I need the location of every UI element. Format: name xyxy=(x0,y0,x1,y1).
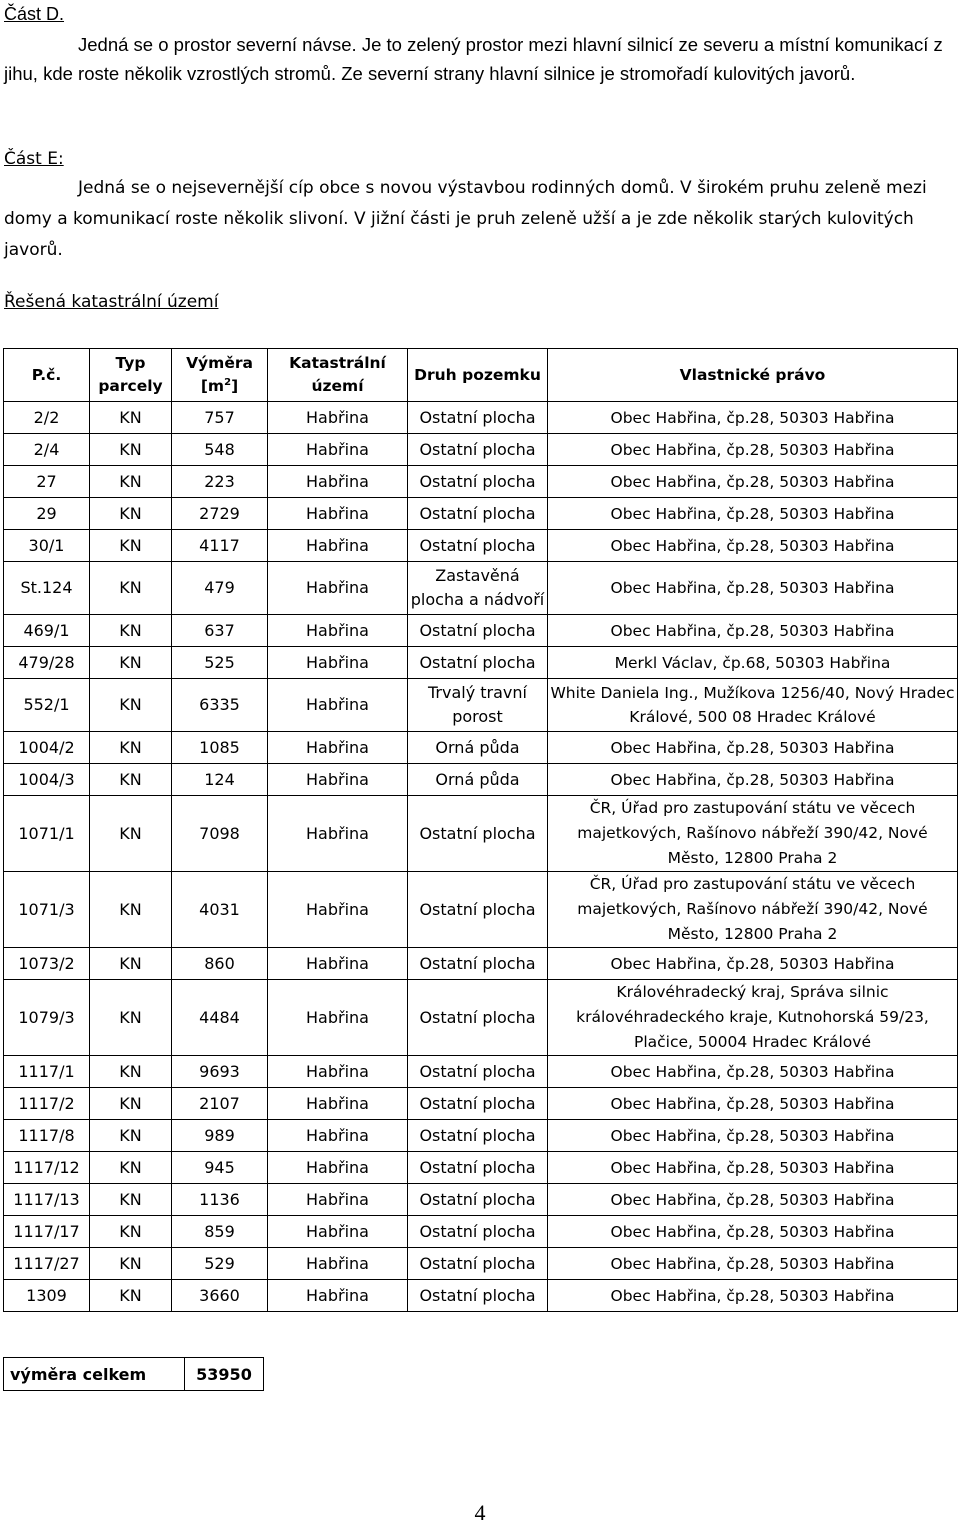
cell-katastr: Habřina xyxy=(268,872,408,948)
parcels-table xyxy=(3,348,958,1312)
table-row xyxy=(4,530,958,562)
cell-druh: Ostatní plocha xyxy=(408,1280,548,1312)
cell-vymera: 2107 xyxy=(172,1088,268,1120)
cell-druh: Orná půda xyxy=(408,732,548,764)
cell-vymera: 945 xyxy=(172,1152,268,1184)
header-katastr: Katastrální území xyxy=(268,349,408,402)
cell-vymera: 1136 xyxy=(172,1184,268,1216)
cell-pc: 1117/13 xyxy=(4,1184,90,1216)
cell-vymera: 9693 xyxy=(172,1056,268,1088)
header-typ: Typ parcely xyxy=(90,349,172,402)
cell-vlastnik: Obec Habřina, čp.28, 50303 Habřina xyxy=(548,530,958,562)
cell-pc: 1117/1 xyxy=(4,1056,90,1088)
cell-vlastnik: Obec Habřina, čp.28, 50303 Habřina xyxy=(548,498,958,530)
cell-typ: KN xyxy=(90,615,172,647)
cell-katastr: Habřina xyxy=(268,647,408,679)
section-d-text: Jedná se o prostor severní návse. Je to zelený prostor mezi hlavní silnicí ze severu a místní komunikací z jihu, kde roste několik vzrostlých stromů. Ze severní strany hlavní silnice je stromořadí kulovitých javorů. xyxy=(4,34,943,84)
cell-typ: KN xyxy=(90,796,172,872)
cell-druh: Ostatní plocha xyxy=(408,872,548,948)
cell-druh: Ostatní plocha xyxy=(408,466,548,498)
cell-vlastnik: Obec Habřina, čp.28, 50303 Habřina xyxy=(548,1152,958,1184)
cell-vymera: 4117 xyxy=(172,530,268,562)
cell-katastr: Habřina xyxy=(268,402,408,434)
cell-vlastnik: ČR, Úřad pro zastupování státu ve věcech majetkových, Rašínovo nábřeží 390/42, Nové Město, 12800 Praha 2 xyxy=(548,796,958,872)
cell-vlastnik: Merkl Václav, čp.68, 50303 Habřina xyxy=(548,647,958,679)
cell-typ: KN xyxy=(90,1152,172,1184)
cell-pc: 1117/12 xyxy=(4,1152,90,1184)
cell-druh: Trvalý travní porost xyxy=(408,679,548,732)
table-row xyxy=(4,796,958,872)
cell-druh: Ostatní plocha xyxy=(408,948,548,980)
cell-druh: Ostatní plocha xyxy=(408,615,548,647)
cell-vymera: 4031 xyxy=(172,872,268,948)
territory-heading: Řešená katastrální území xyxy=(4,292,219,312)
section-d-heading: Část D. xyxy=(4,4,65,24)
cell-vlastnik: White Daniela Ing., Mužíkova 1256/40, Nový Hradec Králové, 500 08 Hradec Králové xyxy=(548,679,958,732)
cell-vymera: 529 xyxy=(172,1248,268,1280)
cell-pc: 27 xyxy=(4,466,90,498)
cell-pc: 1004/3 xyxy=(4,764,90,796)
cell-katastr: Habřina xyxy=(268,1088,408,1120)
table-row xyxy=(4,498,958,530)
table-row xyxy=(4,1280,958,1312)
cell-typ: KN xyxy=(90,980,172,1056)
table-row xyxy=(4,679,958,732)
cell-pc: 1117/2 xyxy=(4,1088,90,1120)
cell-vlastnik: Obec Habřina, čp.28, 50303 Habřina xyxy=(548,1216,958,1248)
cell-pc: 2/2 xyxy=(4,402,90,434)
cell-katastr: Habřina xyxy=(268,530,408,562)
cell-katastr: Habřina xyxy=(268,1056,408,1088)
cell-druh: Ostatní plocha xyxy=(408,1056,548,1088)
table-row xyxy=(4,732,958,764)
header-vymera: Výměra $[m^2]$ xyxy=(172,349,268,402)
cell-druh: Ostatní plocha xyxy=(408,402,548,434)
cell-vymera: 4484 xyxy=(172,980,268,1056)
cell-vymera: 124 xyxy=(172,764,268,796)
cell-pc: 1117/17 xyxy=(4,1216,90,1248)
cell-pc: 1117/27 xyxy=(4,1248,90,1280)
section-d-paragraph xyxy=(4,30,952,88)
cell-vlastnik: Obec Habřina, čp.28, 50303 Habřina xyxy=(548,615,958,647)
cell-katastr: Habřina xyxy=(268,1248,408,1280)
cell-vlastnik: Obec Habřina, čp.28, 50303 Habřina xyxy=(548,402,958,434)
cell-druh: Ostatní plocha xyxy=(408,1152,548,1184)
table-row xyxy=(4,1056,958,1088)
table-row xyxy=(4,872,958,948)
cell-katastr: Habřina xyxy=(268,434,408,466)
cell-pc: 1073/2 xyxy=(4,948,90,980)
cell-typ: KN xyxy=(90,498,172,530)
table-row xyxy=(4,562,958,615)
cell-vymera: 860 xyxy=(172,948,268,980)
header-pc: P.č. xyxy=(4,349,90,402)
section-e-paragraph xyxy=(4,173,952,266)
cell-pc: 552/1 xyxy=(4,679,90,732)
cell-katastr: Habřina xyxy=(268,764,408,796)
cell-vymera: 6335 xyxy=(172,679,268,732)
header-vlastnik: Vlastnické právo xyxy=(548,349,958,402)
table-row xyxy=(4,1152,958,1184)
cell-druh: Ostatní plocha xyxy=(408,1088,548,1120)
cell-typ: KN xyxy=(90,1280,172,1312)
cell-katastr: Habřina xyxy=(268,466,408,498)
table-row xyxy=(4,1184,958,1216)
table-row xyxy=(4,615,958,647)
cell-druh: Orná půda xyxy=(408,764,548,796)
cell-katastr: Habřina xyxy=(268,679,408,732)
cell-typ: KN xyxy=(90,647,172,679)
cell-katastr: Habřina xyxy=(268,615,408,647)
cell-vymera: 525 xyxy=(172,647,268,679)
cell-vlastnik: Obec Habřina, čp.28, 50303 Habřina xyxy=(548,466,958,498)
header-druh: Druh pozemku xyxy=(408,349,548,402)
cell-katastr: Habřina xyxy=(268,1216,408,1248)
cell-pc: 1079/3 xyxy=(4,980,90,1056)
cell-typ: KN xyxy=(90,1248,172,1280)
table-row xyxy=(4,1248,958,1280)
cell-pc: 2/4 xyxy=(4,434,90,466)
cell-druh: Ostatní plocha xyxy=(408,1120,548,1152)
cell-druh: Ostatní plocha xyxy=(408,796,548,872)
table-row xyxy=(4,980,958,1056)
cell-pc: 479/28 xyxy=(4,647,90,679)
cell-katastr: Habřina xyxy=(268,1280,408,1312)
cell-vymera: 859 xyxy=(172,1216,268,1248)
section-e-heading: Část E: xyxy=(4,149,64,169)
total-table xyxy=(3,1357,264,1391)
cell-typ: KN xyxy=(90,434,172,466)
cell-vlastnik: Obec Habřina, čp.28, 50303 Habřina xyxy=(548,948,958,980)
cell-vlastnik: ČR, Úřad pro zastupování státu ve věcech majetkových, Rašínovo nábřeží 390/42, Nové Město, 12800 Praha 2 xyxy=(548,872,958,948)
table-row xyxy=(4,402,958,434)
cell-vymera: 637 xyxy=(172,615,268,647)
cell-pc: 1071/1 xyxy=(4,796,90,872)
cell-typ: KN xyxy=(90,1120,172,1152)
table-row xyxy=(4,948,958,980)
cell-typ: KN xyxy=(90,1088,172,1120)
cell-typ: KN xyxy=(90,1216,172,1248)
cell-druh: Ostatní plocha xyxy=(408,1248,548,1280)
cell-typ: KN xyxy=(90,764,172,796)
total-row xyxy=(4,1358,264,1391)
table-row xyxy=(4,1216,958,1248)
cell-vlastnik: Obec Habřina, čp.28, 50303 Habřina xyxy=(548,1248,958,1280)
cell-pc: 1071/3 xyxy=(4,872,90,948)
total-label: výměra celkem xyxy=(4,1358,185,1391)
cell-vymera: 548 xyxy=(172,434,268,466)
cell-vlastnik: Obec Habřina, čp.28, 50303 Habřina xyxy=(548,1056,958,1088)
table-row xyxy=(4,434,958,466)
cell-druh: Ostatní plocha xyxy=(408,498,548,530)
cell-vlastnik: Obec Habřina, čp.28, 50303 Habřina xyxy=(548,1120,958,1152)
cell-pc: 1309 xyxy=(4,1280,90,1312)
cell-typ: KN xyxy=(90,679,172,732)
cell-katastr: Habřina xyxy=(268,1184,408,1216)
cell-typ: KN xyxy=(90,732,172,764)
table-body xyxy=(4,402,958,1312)
cell-druh: Ostatní plocha xyxy=(408,530,548,562)
cell-vlastnik: Obec Habřina, čp.28, 50303 Habřina xyxy=(548,732,958,764)
cell-katastr: Habřina xyxy=(268,1152,408,1184)
cell-vymera: 989 xyxy=(172,1120,268,1152)
cell-pc: 469/1 xyxy=(4,615,90,647)
cell-druh: Zastavěná plocha a nádvoří xyxy=(408,562,548,615)
cell-vymera: 3660 xyxy=(172,1280,268,1312)
cell-typ: KN xyxy=(90,1056,172,1088)
table-row xyxy=(4,1088,958,1120)
cell-vymera: 1085 xyxy=(172,732,268,764)
cell-katastr: Habřina xyxy=(268,498,408,530)
table-row xyxy=(4,466,958,498)
page-number: 4 xyxy=(474,1500,486,1525)
cell-typ: KN xyxy=(90,530,172,562)
table-row xyxy=(4,764,958,796)
cell-vymera: 7098 xyxy=(172,796,268,872)
cell-typ: KN xyxy=(90,562,172,615)
cell-vymera: 223 xyxy=(172,466,268,498)
cell-katastr: Habřina xyxy=(268,732,408,764)
cell-typ: KN xyxy=(90,1184,172,1216)
cell-druh: Ostatní plocha xyxy=(408,647,548,679)
cell-typ: KN xyxy=(90,948,172,980)
cell-vymera: 479 xyxy=(172,562,268,615)
cell-katastr: Habřina xyxy=(268,562,408,615)
cell-pc: 29 xyxy=(4,498,90,530)
cell-vlastnik: Obec Habřina, čp.28, 50303 Habřina xyxy=(548,434,958,466)
cell-pc: 1117/8 xyxy=(4,1120,90,1152)
cell-druh: Ostatní plocha xyxy=(408,980,548,1056)
cell-katastr: Habřina xyxy=(268,796,408,872)
cell-typ: KN xyxy=(90,466,172,498)
cell-vymera: 2729 xyxy=(172,498,268,530)
cell-pc: 30/1 xyxy=(4,530,90,562)
cell-vlastnik: Královéhradecký kraj, Správa silnic královéhradeckého kraje, Kutnohorská 59/23, Plačice, 50004 Hradec Králové xyxy=(548,980,958,1056)
cell-typ: KN xyxy=(90,402,172,434)
table-header-row xyxy=(4,349,958,402)
cell-typ: KN xyxy=(90,872,172,948)
cell-katastr: Habřina xyxy=(268,980,408,1056)
cell-vlastnik: Obec Habřina, čp.28, 50303 Habřina xyxy=(548,562,958,615)
table-row xyxy=(4,647,958,679)
cell-katastr: Habřina xyxy=(268,1120,408,1152)
cell-vymera: 757 xyxy=(172,402,268,434)
total-value: 53950 xyxy=(185,1358,264,1391)
cell-vlastnik: Obec Habřina, čp.28, 50303 Habřina xyxy=(548,1184,958,1216)
cell-druh: Ostatní plocha xyxy=(408,1184,548,1216)
table-row xyxy=(4,1120,958,1152)
cell-druh: Ostatní plocha xyxy=(408,434,548,466)
cell-vlastnik: Obec Habřina, čp.28, 50303 Habřina xyxy=(548,764,958,796)
cell-druh: Ostatní plocha xyxy=(408,1216,548,1248)
cell-katastr: Habřina xyxy=(268,948,408,980)
cell-vlastnik: Obec Habřina, čp.28, 50303 Habřina xyxy=(548,1088,958,1120)
section-e-text: Jedná se o nejsevernější cíp obce s novou výstavbou rodinných domů. V širokém pruhu zeleně mezi domy a komunikací roste několik slivoní. V jižní části je pruh zeleně užší a je zde několik starých kulovitých javorů. xyxy=(4,178,927,260)
cell-pc: 1004/2 xyxy=(4,732,90,764)
cell-pc: St.124 xyxy=(4,562,90,615)
cell-vlastnik: Obec Habřina, čp.28, 50303 Habřina xyxy=(548,1280,958,1312)
